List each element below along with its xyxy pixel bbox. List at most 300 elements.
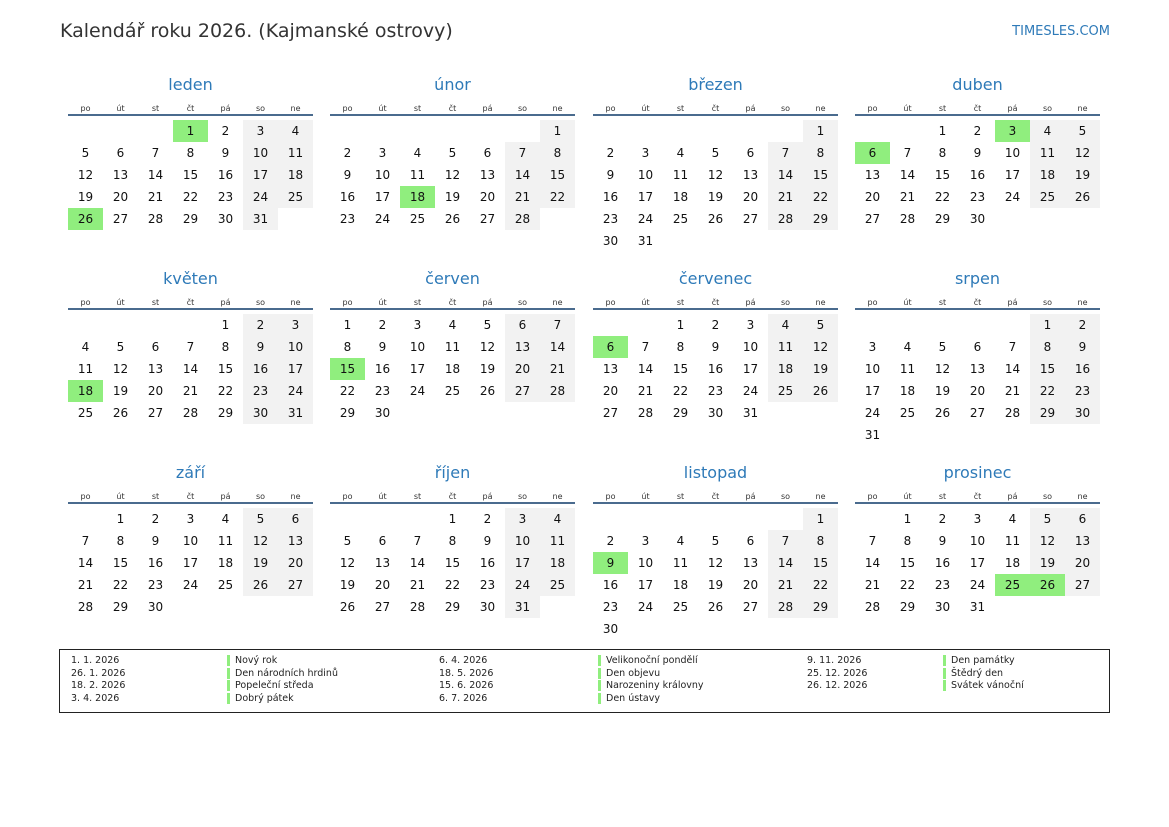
day: 8 [186,146,195,160]
day: 2 [711,318,720,332]
day: 7 [505,142,540,164]
weekday-label: čt [711,298,720,307]
month-5 [68,268,313,424]
empty-cell [593,314,628,336]
day: 25 [77,406,94,420]
legend-holiday-name: Den ústavy [598,693,660,704]
day: 15 [803,552,838,574]
day: 19 [243,552,278,574]
day: 10 [742,340,759,354]
day: 18 [672,578,689,592]
day: 29 [217,406,234,420]
day: 21 [899,190,916,204]
month-name: červenec [678,269,753,288]
day: 20 [147,384,164,398]
day: 9 [151,534,160,548]
day: 20 [479,190,496,204]
day: 9 [606,168,615,182]
empty-cell [505,120,540,142]
day: 9 [343,168,352,182]
empty-cell [995,314,1030,336]
day: 29 [934,212,951,226]
site-link[interactable]: TIMESLES.COM [1012,24,1110,39]
day: 13 [278,530,313,552]
day: 17 [505,552,540,574]
day: 30 [934,600,951,614]
weekday-label: ne [815,104,826,113]
day: 21 [540,358,575,380]
day: 20 [864,190,881,204]
day: 16 [243,358,278,380]
day: 8 [343,340,352,354]
day: 28 [409,600,426,614]
day: 23 [217,190,234,204]
day: 21 [77,578,94,592]
month-name: březen [688,75,743,94]
day: 5 [938,340,947,354]
day: 13 [374,556,391,570]
day: 16 [217,168,234,182]
empty-cell [698,120,733,142]
day: 23 [1065,380,1100,402]
day: 8 [803,142,838,164]
day: 27 [864,212,881,226]
day: 4 [540,508,575,530]
day: 21 [409,578,426,592]
empty-cell [103,314,138,336]
day: 5 [1065,120,1100,142]
day: 16 [602,578,619,592]
day: 7 [1008,340,1017,354]
day: 10 [969,534,986,548]
day: 13 [742,556,759,570]
legend-date: 6. 4. 2026 [439,655,488,666]
day: 22 [444,578,461,592]
day: 24 [969,578,986,592]
day: 11 [409,168,426,182]
day: 17 [278,358,313,380]
day: 18 [1004,556,1021,570]
month-name: září [175,463,206,482]
day: 24 [637,600,654,614]
day: 16 [969,168,986,182]
day: 25 [217,578,234,592]
weekday-label: so [517,104,528,113]
day: 8 [803,530,838,552]
day: 4 [676,534,685,548]
day: 14 [768,164,803,186]
weekday-label: po [605,104,616,113]
month-name: srpen [954,269,1001,288]
day: 14 [147,168,164,182]
day: 28 [768,596,803,618]
weekday-label: pá [220,492,231,501]
day: 7 [81,534,90,548]
day: 16 [374,362,391,376]
day: 15 [934,168,951,182]
day: 1 [343,318,352,332]
day: 18 [540,552,575,574]
day-grid [330,120,575,230]
weekday-label: st [151,104,160,113]
day: 9 [378,340,387,354]
month-name: únor [434,75,471,94]
day: 13 [969,362,986,376]
day: 22 [339,384,356,398]
empty-cell [628,120,663,142]
empty-cell [68,314,103,336]
month-12 [855,462,1100,618]
day: 21 [864,578,881,592]
day: 12 [934,362,951,376]
day: 29 [672,406,689,420]
day: 5 [711,146,720,160]
day: 26 [707,600,724,614]
day: 4 [903,340,912,354]
holiday-day: 26 [68,208,103,230]
day: 4 [81,340,90,354]
day: 29 [444,600,461,614]
holiday-day: 9 [593,552,628,574]
day: 8 [448,534,457,548]
day: 7 [641,340,650,354]
day: 11 [278,142,313,164]
empty-cell [768,508,803,530]
day: 12 [479,340,496,354]
weekday-header [68,101,313,116]
weekday-header [855,489,1100,504]
day: 27 [112,212,129,226]
day: 12 [1030,530,1065,552]
holiday-day: 3 [995,120,1030,142]
day: 13 [864,168,881,182]
day: 29 [182,212,199,226]
day: 31 [969,600,986,614]
day: 15 [182,168,199,182]
day: 21 [768,574,803,596]
day: 10 [243,142,278,164]
day: 27 [479,212,496,226]
day: 22 [803,186,838,208]
weekday-label: út [116,104,125,113]
month-10 [330,462,575,618]
weekday-label: čt [711,104,720,113]
weekday-label: st [151,298,160,307]
day: 11 [217,534,234,548]
day: 28 [768,208,803,230]
day: 21 [1004,384,1021,398]
day: 2 [606,146,615,160]
day: 12 [444,168,461,182]
weekday-header [593,101,838,116]
weekday-label: ne [815,298,826,307]
day: 11 [540,530,575,552]
day: 24 [1004,190,1021,204]
weekday-label: ne [552,492,563,501]
legend-holiday-name: Dobrý pátek [227,693,294,704]
day: 31 [278,402,313,424]
day: 30 [479,600,496,614]
legend-date: 9. 11. 2026 [807,655,862,666]
day: 14 [77,556,94,570]
day: 26 [339,600,356,614]
day: 7 [413,534,422,548]
day: 17 [374,190,391,204]
day: 11 [1004,534,1021,548]
empty-cell [68,120,103,142]
day: 6 [378,534,387,548]
day: 4 [448,318,457,332]
day: 2 [1065,314,1100,336]
weekday-label: so [1042,298,1053,307]
day: 3 [278,314,313,336]
holiday-day: 6 [593,336,628,358]
day: 5 [711,534,720,548]
day: 4 [676,146,685,160]
day: 1 [448,512,457,526]
day: 2 [606,534,615,548]
empty-cell [593,508,628,530]
empty-cell [470,120,505,142]
day: 1 [803,508,838,530]
day: 12 [339,556,356,570]
legend-holiday-name: Svátek vánoční [943,680,1024,691]
day: 13 [742,168,759,182]
day-grid [593,314,838,424]
weekday-label: čt [973,492,982,501]
day: 9 [483,534,492,548]
day: 18 [217,556,234,570]
day: 3 [641,534,650,548]
day: 10 [278,336,313,358]
month-name: leden [168,75,213,94]
day: 28 [864,600,881,614]
day: 10 [374,168,391,182]
legend-date: 18. 5. 2026 [439,667,494,679]
day: 17 [1004,168,1021,182]
weekday-label: út [378,298,387,307]
empty-cell [698,508,733,530]
weekday-label: pá [1007,104,1018,113]
day: 22 [540,186,575,208]
weekday-label: so [517,298,528,307]
day: 11 [768,336,803,358]
empty-cell [365,508,400,530]
legend-date: 18. 2. 2026 [71,680,126,691]
legend-date: 6. 7. 2026 [439,692,488,704]
weekday-label: so [1042,104,1053,113]
empty-cell [365,120,400,142]
day: 17 [742,362,759,376]
empty-cell [890,314,925,336]
day: 8 [676,340,685,354]
day: 30 [707,406,724,420]
empty-cell [68,508,103,530]
day: 14 [768,552,803,574]
day: 26 [707,212,724,226]
legend-holiday-name: Den národních hrdinů [227,668,338,679]
empty-cell [103,120,138,142]
day: 7 [868,534,877,548]
day: 6 [505,314,540,336]
empty-cell [855,314,890,336]
weekday-label: st [151,492,160,501]
day: 23 [602,212,619,226]
day: 30 [969,212,986,226]
day: 25 [672,600,689,614]
day: 13 [602,362,619,376]
day: 30 [374,406,391,420]
day: 22 [182,190,199,204]
day: 9 [938,534,947,548]
weekday-label: so [255,104,266,113]
day: 17 [409,362,426,376]
day: 20 [969,384,986,398]
day: 28 [637,406,654,420]
weekday-label: st [676,104,685,113]
day: 29 [899,600,916,614]
day: 20 [278,552,313,574]
weekday-label: út [641,104,650,113]
day: 19 [803,358,838,380]
holiday-day: 25 [995,574,1030,596]
day: 14 [182,362,199,376]
empty-cell [173,314,208,336]
day: 2 [243,314,278,336]
day: 26 [112,406,129,420]
weekday-label: pá [745,298,756,307]
day: 24 [374,212,391,226]
day: 9 [1065,336,1100,358]
day: 21 [147,190,164,204]
day: 5 [116,340,125,354]
empty-cell [138,314,173,336]
day: 26 [934,406,951,420]
day: 12 [1065,142,1100,164]
month-7 [593,268,838,424]
day: 1 [803,120,838,142]
day: 11 [444,340,461,354]
day: 3 [746,318,755,332]
month-name: listopad [683,463,748,482]
day: 26 [444,212,461,226]
day: 24 [278,380,313,402]
day: 30 [217,212,234,226]
weekday-label: po [867,298,878,307]
day: 22 [672,384,689,398]
day: 27 [505,380,540,402]
month-6 [330,268,575,424]
day: 9 [221,146,230,160]
month-11 [593,462,838,640]
day: 18 [278,164,313,186]
month-2 [330,74,575,230]
day: 5 [243,508,278,530]
legend-holiday-name: Nový rok [227,655,277,666]
day: 12 [707,556,724,570]
day: 15 [112,556,129,570]
day: 7 [903,146,912,160]
month-3 [593,74,838,252]
day: 12 [112,362,129,376]
weekday-label: čt [186,298,195,307]
weekday-label: čt [448,298,457,307]
day: 2 [221,124,230,138]
day: 26 [1065,186,1100,208]
day: 17 [637,190,654,204]
day: 14 [899,168,916,182]
day: 1 [903,512,912,526]
empty-cell [890,120,925,142]
weekday-label: pá [1007,492,1018,501]
day: 31 [637,234,654,248]
day: 27 [969,406,986,420]
empty-cell [855,120,890,142]
month-name: říjen [434,463,471,482]
empty-cell [855,508,890,530]
day: 10 [637,168,654,182]
day: 29 [339,406,356,420]
weekday-label: ne [290,492,301,501]
weekday-label: út [903,104,912,113]
day: 3 [641,146,650,160]
weekday-label: po [605,298,616,307]
day: 15 [803,164,838,186]
holiday-day: 1 [173,120,208,142]
day: 17 [182,556,199,570]
day: 13 [147,362,164,376]
day: 3 [413,318,422,332]
day: 6 [1065,508,1100,530]
weekday-label: so [255,298,266,307]
weekday-label: so [1042,492,1053,501]
weekday-label: so [780,492,791,501]
weekday-label: út [378,492,387,501]
day: 31 [742,406,759,420]
day-grid [593,120,838,252]
day: 15 [1030,358,1065,380]
weekday-label: ne [290,104,301,113]
day: 25 [278,186,313,208]
day-grid [855,508,1100,618]
day: 2 [343,146,352,160]
empty-cell [960,314,995,336]
legend-date: 25. 12. 2026 [807,667,868,679]
legend-date: 26. 12. 2026 [807,680,868,691]
day: 20 [742,190,759,204]
weekday-label: út [641,298,650,307]
day: 26 [243,574,278,596]
weekday-label: po [342,492,353,501]
day: 16 [1065,358,1100,380]
day: 30 [602,622,619,636]
day: 3 [505,508,540,530]
weekday-label: út [903,298,912,307]
day: 16 [147,556,164,570]
day: 9 [973,146,982,160]
month-name: prosinec [943,463,1012,482]
holiday-day: 6 [855,142,890,164]
day: 29 [803,596,838,618]
day: 16 [339,190,356,204]
day: 22 [217,384,234,398]
day: 17 [243,164,278,186]
legend-date: 3. 4. 2026 [71,692,120,704]
day: 25 [768,380,803,402]
day: 7 [540,314,575,336]
weekday-label: st [938,492,947,501]
day: 27 [1065,574,1100,596]
